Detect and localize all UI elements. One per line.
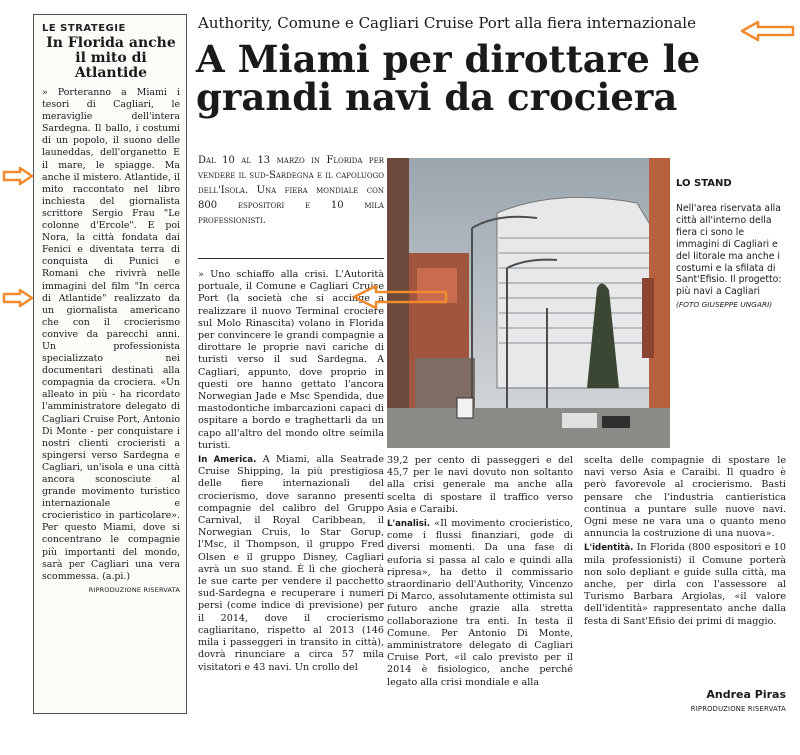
column-1b-paragraph (198, 454, 384, 674)
arrow-left-icon (352, 284, 450, 310)
column-1-text: » Uno schiaffo alla crisi. L'Autorità portuale, il Comune e Cagliari Cruise Port (la società che si accinge a realizzare il nuovo Terminal crociere sul Molo Rinascita) volano in Florida per convincere le grandi compagnie a dirottare le proprie navi cariche di turisti verso il sud Sardegna. A Cagliari, appunto, dove proprio in questi ore hanno gettato l'ancora Norwegian Jade e Msc Spendida, due mastodontiche imbarcazioni capaci di ospitare a bordo e traghettarli da un capo all'altro del mondo oltre seimila turisti. (198, 269, 384, 451)
section-lead-america: In America. (198, 455, 257, 466)
article-credit: RIPRODUZIONE RISERVATA (690, 705, 786, 713)
column-1b-text: A Miami, alla Seatrade Cruise Shipping, la più prestigiosa delle fiere internazionali del crocierismo, dove saranno presenti compagnie del calibro del Gruppo Carnival, il Royal Caribbean, il Norwegian Cruis, lo Star Gorup, l'Msc, il Thompson, il gruppo Fred Olsen e il gruppo Disney, Cagliari avrà un suo stand. È lì che giocherà le sue carte per vendere il pacchetto sud-Sardegna e recuperare i numeri persi (come indice di previsione) per il 2014, dove il crocierismo cagliaritano, rispetto al 2013 (146 mila i passeggeri in transito in città), dovrà rinunciare a circa 57 mila visitatori e 43 navi. Un crollo del (198, 454, 384, 673)
sidebar-credit: RIPRODUZIONE RISERVATA (88, 585, 180, 594)
article-summary: Dal 10 al 13 marzo in Florida per vendere il sud-Sardegna e il capoluogo dell'Isola. Una fiera mondiale con 800 espositori e 10 mila professionisti. (198, 155, 384, 226)
sidebar-kicker: LE STRATEGIE (42, 23, 126, 34)
article-column-3 (584, 455, 786, 628)
column-3b-paragraph (584, 542, 786, 627)
sidebar-box (33, 14, 187, 714)
column-3b-text: In Florida (800 espositori e 10 mila professionisti) il Comune porterà non solo depliant e guide sulla città, ma anche, per dirla con l'assessore al Turismo Barbara Argiolas, «il valore dell'identità» rappresentato anche dalla festa di Sant'Efisio dei primi di maggio. (584, 542, 787, 627)
article-byline: Andrea Piras (706, 688, 786, 701)
article-column-1 (198, 269, 384, 674)
article-column-2 (387, 455, 573, 689)
arrow-left-icon (740, 20, 796, 42)
column-2b-text: «Il movimento crocieristico, come i flussi finanziari, gode di diversi momenti. Da una fase di euforia si passa al calo e quindi alla ripresa», ha detto il commissario straordinario dell'Authority, Vincenzo Di Marco, assolutamente ottimista sul futuro anche grazie alla stretta collaborazione tra enti. In testa il Comune. Per Antonio Di Monte, amministratore delegato di Cagliari Cruise Port, «il calo previsto per il 2014 è fisiologico, anche perché legato alla crisi mondiale e alla (387, 518, 573, 688)
column-2b-paragraph (387, 518, 573, 689)
photo-credit: (FOTO GIUSEPPE UNGARI) (676, 300, 773, 310)
column-2-text: 39,2 per cento di passeggeri e del 45,7 per le navi dovuto non soltanto alla crisi generale ma anche alla scelta di spostare il traffico verso Asia e Caraibi. (387, 455, 573, 515)
section-lead-analisi: L'analisi. (387, 519, 431, 530)
article-headline: A Miami per dirottare le grandi navi da crociera (196, 37, 701, 119)
column-3-text: scelta delle compagnie di spostare le navi verso Asia e Caraibi. Il quadro è però favorevole al crocierismo. Basti pensare che l'industria cantieristica continua a puntare sulle nuove navi. Ogni mese ne vara una o quanto meno annuncia la costruzione di una nuova». (584, 455, 786, 540)
sidebar-body: » Porteranno a Miami i tesori di Cagliari, le meraviglie dell'intera Sardegna. Il ballo, i costumi di un popolo, il suono delle launeddas, dell'organetto E il mare, le spiagge. Ma anche il mistero. Atlantide, il mito raccontato nel libro inchiesta del giornalista scrittore Sergio Frau "Le colonne d'Ercole". E poi Nora, la città fondata dai Fenici e diventata terra di conquista di Punici e Romani che rivivrà nelle immagini del film "In cerca di Atlantide" realizzato da un giornalista americano che con il crocierismo convive da parecchi anni. Un professionista specializzato nei documentari destinati alla compagnia da crociera. «Un alleato in più - ha ricordato l'amministratore delegato di Cagliari Cruise Port, Antonio Di Monte - per conquistare i nostri clienti crocieristi a spingersi verso Sardegna e Cagliari, un'isola e una città ancora sconosciute al grande movimento turistico internazionale e crocieristico in particolare». Per questo Miami, dove si concentrano le compagnie più importanti del mondo, sarà per Cagliari una vera scommessa. (a.pi.) (42, 87, 180, 582)
caption-text: Nell'area riservata alla città all'interno della fiera ci sono le immagini di Cagliari e del litorale ma anche i costumi e la sfilata di Sant'Efisio. Il progetto: più navi a Cagliari (676, 203, 782, 298)
summary-rule (198, 258, 384, 259)
photo-caption (676, 178, 786, 309)
caption-kicker: LO STAND (676, 178, 732, 189)
arrow-right-icon (2, 288, 34, 308)
sidebar-title: In Florida anche il mito di Atlantide (46, 35, 176, 81)
section-lead-identita: L'identità. (584, 543, 634, 554)
sidebar-text (42, 87, 180, 583)
arrow-right-icon (2, 166, 34, 186)
article-kicker: Authority, Comune e Cagliari Cruise Port alla fiera internazionale (198, 14, 696, 32)
